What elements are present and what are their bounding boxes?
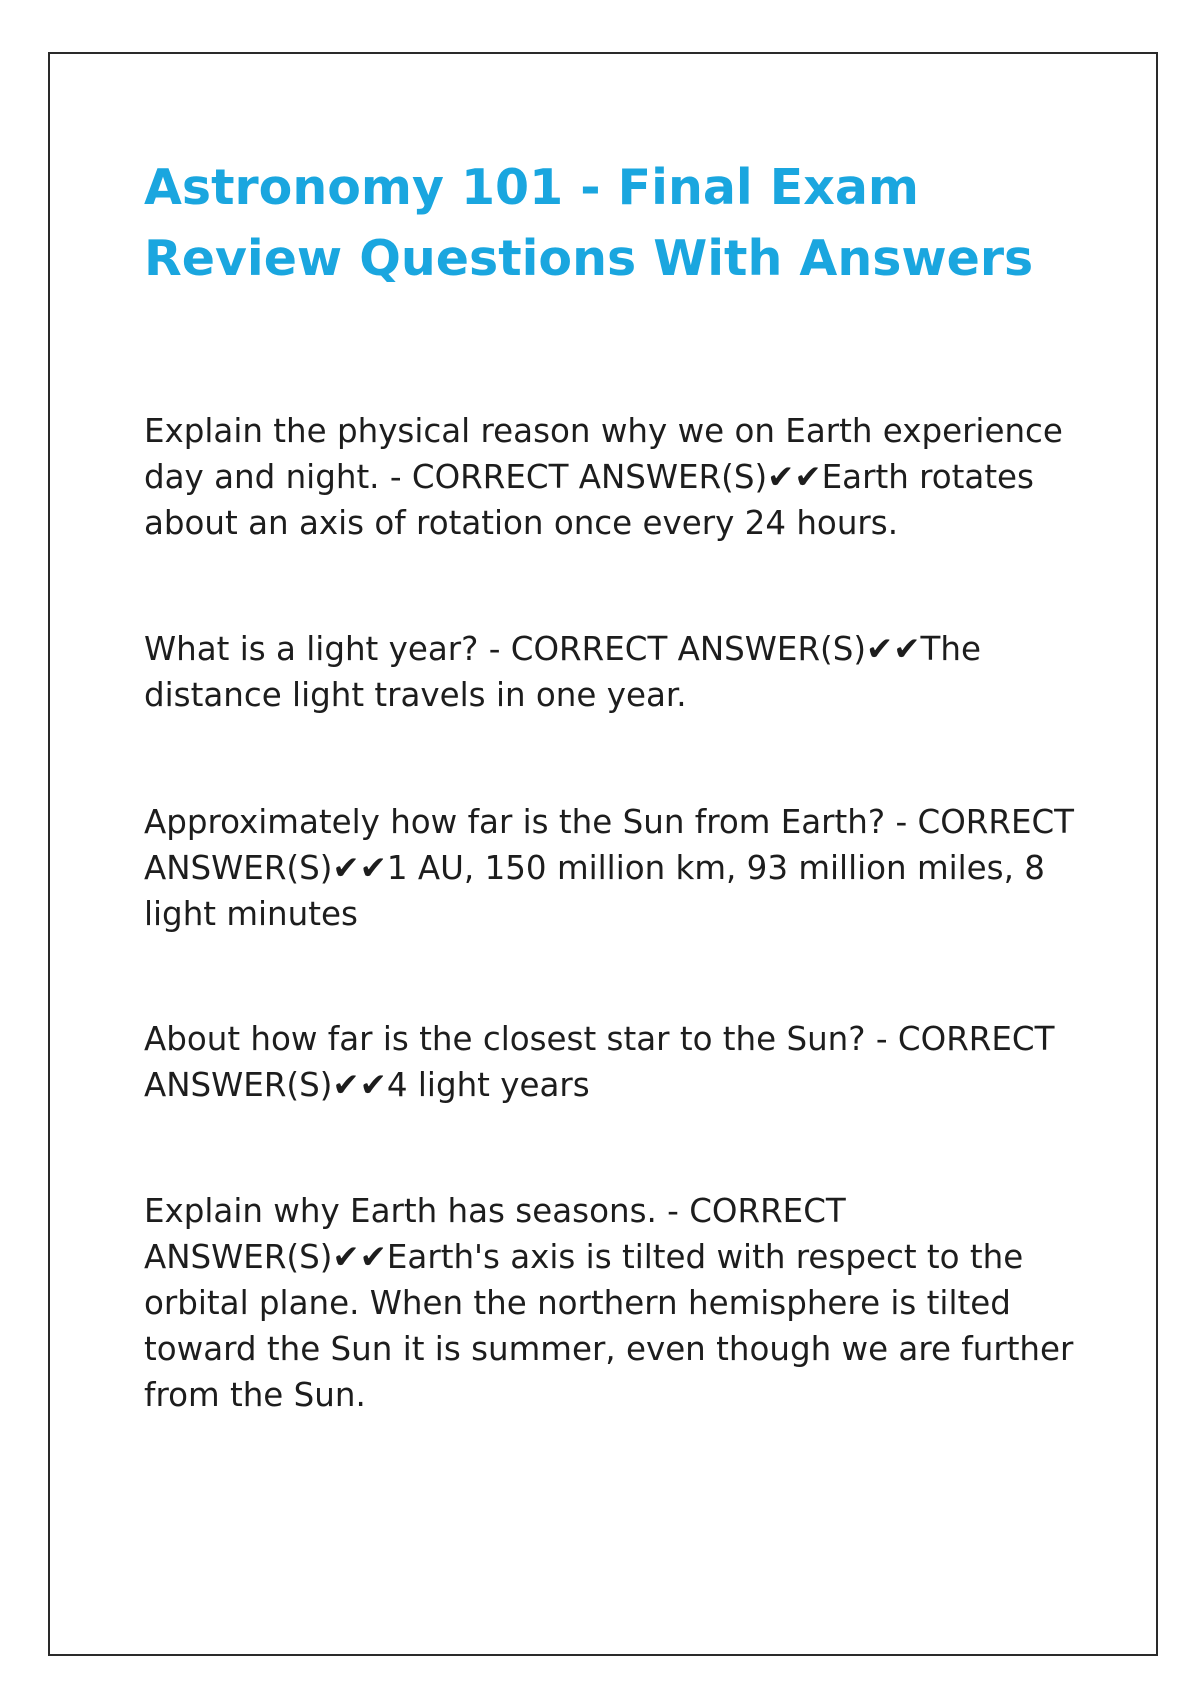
question-text: What is a light year? <box>144 630 479 668</box>
question-text: Explain why Earth has seasons. <box>144 1192 657 1230</box>
question-text: About how far is the closest star to the Sun? <box>144 1020 866 1058</box>
question-text: Approximately how far is the Sun from Earth? <box>144 803 886 841</box>
qa-item-3 <box>144 799 1104 937</box>
qa-item-1 <box>144 408 1104 546</box>
answer-text: 1 AU, 150 million km, 93 million miles, 8 light minutes <box>144 849 1045 933</box>
answer-text: Earth rotates about an axis of rotation once every 24 hours. <box>144 458 1034 542</box>
answer-marker: - CORRECT ANSWER(S)✔✔ <box>144 1020 1055 1104</box>
qa-item-4 <box>144 1016 1104 1108</box>
document-page <box>48 52 1158 1656</box>
question-text: Explain the physical reason why we on Earth experience day and night. <box>144 412 1063 496</box>
answer-marker: - CORRECT ANSWER(S)✔✔ <box>144 1192 846 1276</box>
answer-text: The distance light travels in one year. <box>144 630 981 714</box>
answer-text: Earth's axis is tilted with respect to the orbital plane. When the northern hemisphere is tilted toward the Sun it is summer, even though we are further from the Sun. <box>144 1238 1074 1414</box>
answer-marker: - CORRECT ANSWER(S)✔✔ <box>144 803 1075 887</box>
answer-marker: - CORRECT ANSWER(S)✔✔ <box>379 458 822 496</box>
qa-item-2 <box>144 626 1104 718</box>
document-title: Astronomy 101 - Final Exam Review Questions With Answers <box>144 159 1034 287</box>
answer-marker: - CORRECT ANSWER(S)✔✔ <box>478 630 921 668</box>
qa-item-5 <box>144 1188 1104 1418</box>
answer-text: 4 light years <box>386 1066 590 1104</box>
